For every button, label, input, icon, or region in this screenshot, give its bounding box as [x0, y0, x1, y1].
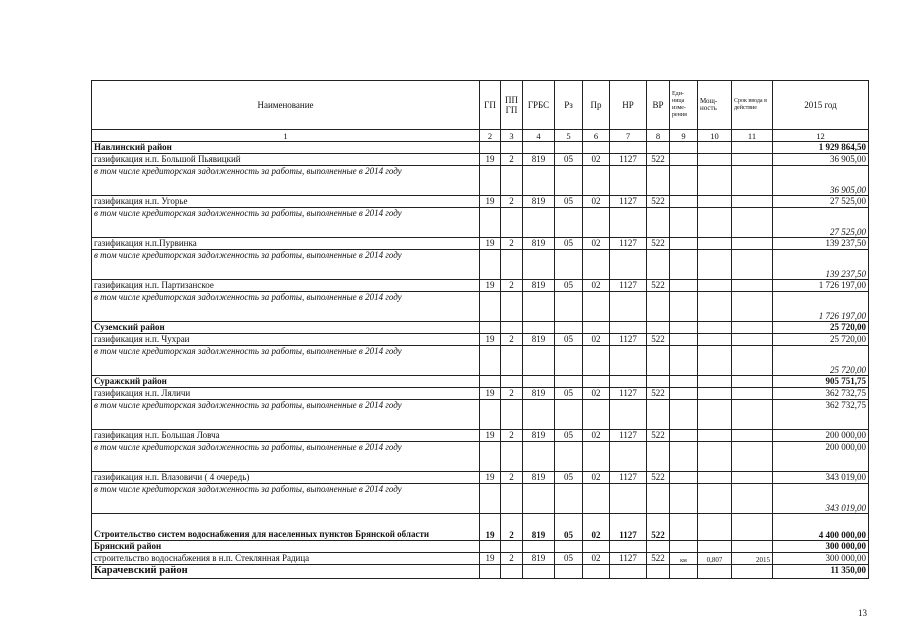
row-grbs: 819	[523, 388, 555, 400]
col-number: 4	[523, 130, 555, 142]
row-amount: 1 929 864,50	[773, 142, 869, 154]
row-rz: 05	[555, 514, 583, 541]
table-row	[92, 238, 869, 250]
table-row	[92, 334, 869, 346]
row-amount: 1 726 197,00	[773, 280, 869, 292]
row-pr: 02	[583, 196, 610, 208]
row-amount: 25 720,00	[773, 322, 869, 334]
row-amount: 300 000,00	[773, 541, 869, 553]
row-amount: 139 237,50	[773, 238, 869, 250]
row-pr: 02	[583, 472, 610, 484]
row-name: газификация н.п.Пурвинка	[92, 238, 480, 250]
row-grbs: 819	[523, 154, 555, 166]
row-pr: 02	[583, 430, 610, 442]
row-nr: 1127	[610, 553, 647, 565]
table-row-debt	[92, 250, 869, 280]
table-row	[92, 196, 869, 208]
table-row-debt	[92, 292, 869, 322]
table-row	[92, 472, 869, 484]
row-pgp: 2	[501, 334, 523, 346]
row-amount: 200 000,00	[773, 442, 869, 472]
table-row	[92, 553, 869, 565]
table-row	[92, 388, 869, 400]
col-header-year: 2015 год	[773, 81, 869, 130]
row-amount: 27 525,00	[773, 208, 869, 238]
row-amount: 905 751,75	[773, 376, 869, 388]
row-rz: 05	[555, 472, 583, 484]
row-grbs: 819	[523, 238, 555, 250]
col-header-nr: НР	[610, 81, 647, 130]
col-header-pr: Пр	[583, 81, 610, 130]
row-nr: 1127	[610, 334, 647, 346]
row-nr: 1127	[610, 280, 647, 292]
row-grbs: 819	[523, 334, 555, 346]
budget-table	[91, 80, 869, 579]
col-number: 12	[773, 130, 869, 142]
column-number-row	[92, 130, 869, 142]
col-number: 10	[698, 130, 732, 142]
row-name: газификация н.п. Большая Ловча	[92, 430, 480, 442]
row-amount: 36 905,00	[773, 166, 869, 196]
col-number: 1	[92, 130, 480, 142]
row-grbs: 819	[523, 196, 555, 208]
row-gp: 19	[480, 514, 501, 541]
table-row-debt	[92, 166, 869, 196]
row-name: в том числе кредиторская задолженность за работы, выполненные в 2014 году	[92, 484, 480, 514]
row-gp: 19	[480, 472, 501, 484]
col-number: 9	[670, 130, 698, 142]
col-number: 6	[583, 130, 610, 142]
row-vr: 522	[647, 334, 670, 346]
row-amount: 362 732,75	[773, 388, 869, 400]
table-row-region	[92, 565, 869, 579]
table-row-debt	[92, 208, 869, 238]
row-nr: 1127	[610, 388, 647, 400]
row-nr: 1127	[610, 514, 647, 541]
row-name: в том числе кредиторская задолженность за работы, выполненные в 2014 году	[92, 400, 480, 430]
row-pgp: 2	[501, 430, 523, 442]
row-pr: 02	[583, 514, 610, 541]
row-grbs: 819	[523, 553, 555, 565]
table-row-region	[92, 142, 869, 154]
row-vr: 522	[647, 514, 670, 541]
row-name: газификация н.п. Партизанское	[92, 280, 480, 292]
row-rz: 05	[555, 238, 583, 250]
row-name: в том числе кредиторская задолженность за работы, выполненные в 2014 году	[92, 250, 480, 280]
row-amount: 25 720,00	[773, 346, 869, 376]
row-vr: 522	[647, 553, 670, 565]
table-row-region	[92, 541, 869, 553]
table-row	[92, 154, 869, 166]
row-nr: 1127	[610, 238, 647, 250]
col-number: 5	[555, 130, 583, 142]
row-grbs: 819	[523, 472, 555, 484]
row-rz: 05	[555, 334, 583, 346]
row-amount: 343 019,00	[773, 484, 869, 514]
row-vr: 522	[647, 196, 670, 208]
row-nr: 1127	[610, 430, 647, 442]
row-pr: 02	[583, 334, 610, 346]
row-vr: 522	[647, 238, 670, 250]
row-nr: 1127	[610, 154, 647, 166]
row-amount: 1 726 197,00	[773, 292, 869, 322]
row-term: 2015	[732, 553, 773, 565]
row-gp: 19	[480, 334, 501, 346]
table-row-program	[92, 514, 869, 541]
row-nr: 1127	[610, 472, 647, 484]
row-name: газификация н.п. Ляличи	[92, 388, 480, 400]
row-grbs: 819	[523, 514, 555, 541]
row-gp: 19	[480, 280, 501, 292]
row-gp: 19	[480, 553, 501, 565]
table-row	[92, 430, 869, 442]
row-rz: 05	[555, 154, 583, 166]
row-pgp: 2	[501, 238, 523, 250]
row-pr: 02	[583, 154, 610, 166]
row-amount: 25 720,00	[773, 334, 869, 346]
row-pgp: 2	[501, 388, 523, 400]
row-name: в том числе кредиторская задолженность за работы, выполненные в 2014 году	[92, 208, 480, 238]
col-number: 2	[480, 130, 501, 142]
row-rz: 05	[555, 553, 583, 565]
row-rz: 05	[555, 280, 583, 292]
row-gp: 19	[480, 388, 501, 400]
row-pgp: 2	[501, 514, 523, 541]
row-name: газификация н.п. Большой Пьявицкий	[92, 154, 480, 166]
table-row-debt	[92, 346, 869, 376]
col-header-term: Срок ввода в действие	[732, 81, 773, 130]
row-vr: 522	[647, 430, 670, 442]
row-name: в том числе кредиторская задолженность за работы, выполненные в 2014 году	[92, 442, 480, 472]
col-number: 8	[647, 130, 670, 142]
row-name: Суражский район	[92, 376, 480, 388]
row-rz: 05	[555, 388, 583, 400]
row-vr: 522	[647, 472, 670, 484]
row-pgp: 2	[501, 154, 523, 166]
row-amount: 343 019,00	[773, 472, 869, 484]
col-header-vr: ВР	[647, 81, 670, 130]
row-name: Навлинский район	[92, 142, 480, 154]
row-gp: 19	[480, 196, 501, 208]
row-unit: км	[670, 553, 698, 565]
table-row-region	[92, 322, 869, 334]
row-power: 0,807	[698, 553, 732, 565]
row-name: в том числе кредиторская задолженность за работы, выполненные в 2014 году	[92, 346, 480, 376]
table-row	[92, 280, 869, 292]
col-header-gp: ГП	[480, 81, 501, 130]
row-vr: 522	[647, 280, 670, 292]
row-gp: 19	[480, 154, 501, 166]
row-name: Брянский район	[92, 541, 480, 553]
row-vr: 522	[647, 388, 670, 400]
row-rz: 05	[555, 196, 583, 208]
row-amount: 200 000,00	[773, 430, 869, 442]
row-name: газификация н.п. Угорье	[92, 196, 480, 208]
row-amount: 11 350,00	[773, 565, 869, 579]
row-pr: 02	[583, 553, 610, 565]
col-number: 3	[501, 130, 523, 142]
row-pr: 02	[583, 238, 610, 250]
col-header-name: Наименование	[92, 81, 480, 130]
row-name: в том числе кредиторская задолженность за работы, выполненные в 2014 году	[92, 166, 480, 196]
row-name: Суземский район	[92, 322, 480, 334]
row-rz: 05	[555, 430, 583, 442]
table-row-region	[92, 376, 869, 388]
row-name: в том числе кредиторская задолженность за работы, выполненные в 2014 году	[92, 292, 480, 322]
row-gp: 19	[480, 430, 501, 442]
row-nr: 1127	[610, 196, 647, 208]
row-pgp: 2	[501, 472, 523, 484]
header-row	[92, 81, 869, 130]
col-header-unit: Еди-ница изме-рения	[670, 81, 698, 130]
row-amount: 362 732,75	[773, 400, 869, 430]
row-pr: 02	[583, 388, 610, 400]
col-header-pgp: ПП ГП	[501, 81, 523, 130]
row-pgp: 2	[501, 196, 523, 208]
col-header-power: Мощ-ность	[698, 81, 732, 130]
row-pr: 02	[583, 280, 610, 292]
row-amount: 27 525,00	[773, 196, 869, 208]
col-header-rz: Рз	[555, 81, 583, 130]
row-amount: 4 400 000,00	[773, 514, 869, 541]
row-gp: 19	[480, 238, 501, 250]
row-amount: 139 237,50	[773, 250, 869, 280]
table-row-debt	[92, 442, 869, 472]
page-number: 13	[858, 608, 867, 618]
row-grbs: 819	[523, 430, 555, 442]
row-name: Карачевский район	[92, 565, 480, 579]
table-row-debt	[92, 400, 869, 430]
row-grbs: 819	[523, 280, 555, 292]
col-number: 7	[610, 130, 647, 142]
row-name: газификация н.п. Влазовичи ( 4 очередь)	[92, 472, 480, 484]
row-amount: 36 905,00	[773, 154, 869, 166]
col-header-grbs: ГРБС	[523, 81, 555, 130]
row-pgp: 2	[501, 280, 523, 292]
table-row-debt	[92, 484, 869, 514]
row-vr: 522	[647, 154, 670, 166]
row-name: Строительство систем водоснабжения для населенных пунктов Брянской области	[92, 514, 480, 541]
row-amount: 300 000,00	[773, 553, 869, 565]
col-number: 11	[732, 130, 773, 142]
row-name: строительство водоснабжения в н.п. Стеклянная Радица	[92, 553, 480, 565]
row-name: газификация н.п. Чухраи	[92, 334, 480, 346]
row-pgp: 2	[501, 553, 523, 565]
